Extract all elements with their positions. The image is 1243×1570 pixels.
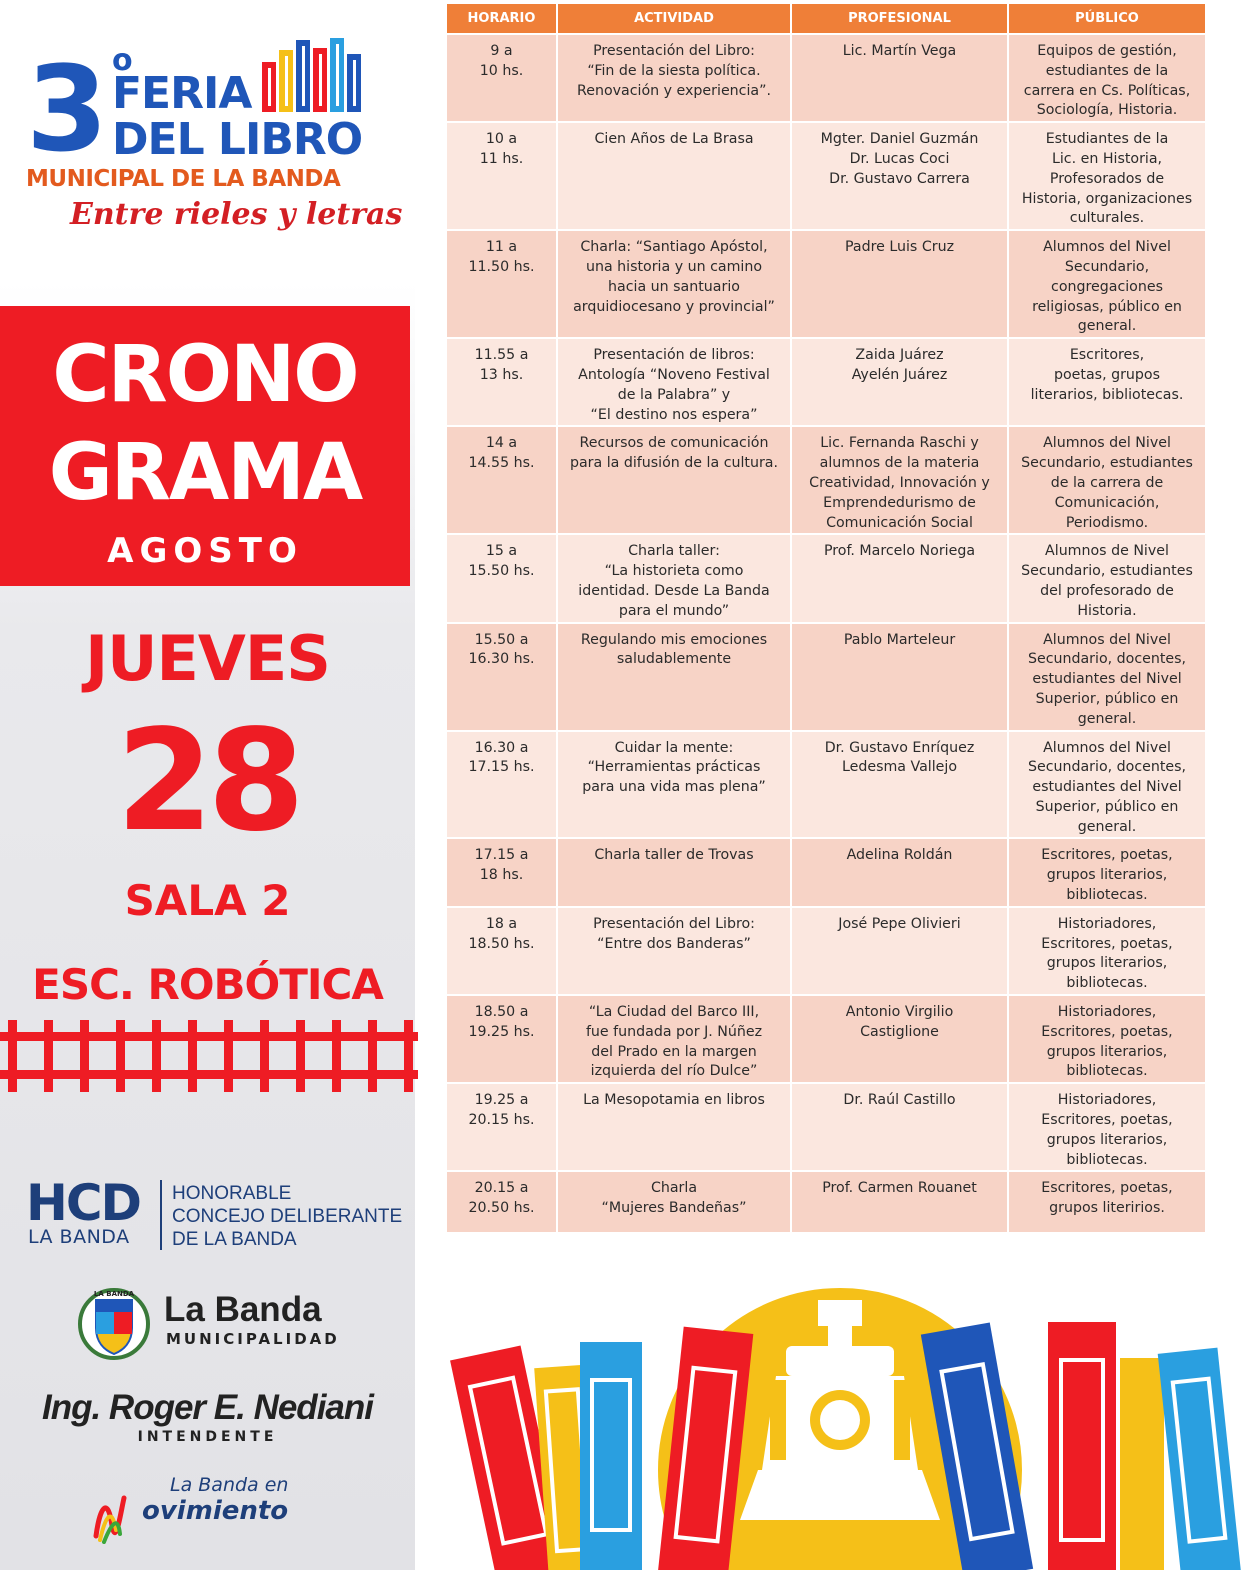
cell-actividad: Presentación del Libro: “Fin de la siesta política. Renovación y experiencia”. — [558, 33, 792, 121]
movimiento-icon — [90, 1486, 150, 1544]
header-publico: PÚBLICO — [1009, 4, 1205, 33]
cell-publico: Alumnos del Nivel Secundario, estudiantes de la carrera de Comunicación, Periodismo. — [1009, 425, 1205, 533]
hcd-sub: LA BANDA — [28, 1226, 130, 1248]
cell-actividad: Presentación del Libro: “Entre dos Banderas” — [558, 906, 792, 994]
cell-horario: 15.50 a 16.30 hs. — [447, 622, 558, 730]
cell-horario: 11 a 11.50 hs. — [447, 229, 558, 337]
cell-publico: Equipos de gestión, estudiantes de la carrera en Cs. Políticas, Sociología, Historia. — [1009, 33, 1205, 121]
cell-horario: 9 a 10 hs. — [447, 33, 558, 121]
schedule-table — [447, 4, 1205, 1232]
event-day: 28 — [116, 700, 299, 863]
municipalidad-logo — [78, 1284, 398, 1362]
cell-horario: 15 a 15.50 hs. — [447, 533, 558, 621]
cell-actividad: Charla “Mujeres Bandeñas” — [558, 1170, 792, 1232]
cell-profesional: Antonio Virgilio Castiglione — [792, 994, 1009, 1082]
cell-publico: Escritores, poetas, grupos literarios, bibliotecas. — [1009, 337, 1205, 425]
books-icon — [260, 34, 370, 114]
header-actividad: ACTIVIDAD — [558, 4, 792, 33]
cell-actividad: Recursos de comunicación para la difusión de la cultura. — [558, 425, 792, 533]
cell-publico: Escritores, poetas, grupos literarios, bibliotecas. — [1009, 837, 1205, 905]
muni-name: La Banda — [164, 1290, 322, 1329]
cell-actividad: “La Ciudad del Barco III, fue fundada por J. Núñez del Prado en la margen izquierda del río Dulce” — [558, 994, 792, 1082]
cell-profesional: Prof. Marcelo Noriega — [792, 533, 1009, 621]
table-row — [447, 994, 1205, 1082]
banner-month: AGOSTO — [107, 531, 303, 571]
table-header-row — [447, 4, 1205, 33]
cell-publico: Alumnos del Nivel Secundario, docentes, estudiantes del Nivel Superior, público en general. — [1009, 622, 1205, 730]
header-horario: HORARIO — [447, 4, 558, 33]
rails-icon — [0, 1020, 418, 1092]
event-room: SALA 2 — [124, 876, 291, 925]
cell-publico: Alumnos de Nivel Secundario, estudiantes del profesorado de Historia. — [1009, 533, 1205, 621]
cell-publico: Historiadores, Escritores, poetas, grupos literarios, bibliotecas. — [1009, 994, 1205, 1082]
banner-crono: CRONO — [52, 330, 358, 420]
cell-publico: Historiadores, Escritores, poetas, grupos literarios, bibliotecas. — [1009, 906, 1205, 994]
movimiento-logo — [90, 1474, 340, 1544]
table-row — [447, 1170, 1205, 1232]
cell-publico: Alumnos del Nivel Secundario, docentes, estudiantes del Nivel Superior, público en general. — [1009, 730, 1205, 838]
hcd-line3: DE LA BANDA — [172, 1229, 297, 1250]
table-row — [447, 533, 1205, 621]
table-row — [447, 622, 1205, 730]
hcd-logo — [26, 1174, 406, 1252]
cell-profesional: Zaida Juárez Ayelén Juárez — [792, 337, 1009, 425]
header-profesional: PROFESIONAL — [792, 4, 1009, 33]
cell-actividad: Cien Años de La Brasa — [558, 121, 792, 229]
cell-publico: Estudiantes de la Lic. en Historia, Profesorados de Historia, organizaciones culturales. — [1009, 121, 1205, 229]
event-place: ESC. ROBÓTICA — [32, 960, 383, 1009]
banner-grama: GRAMA — [48, 428, 362, 518]
cell-horario: 11.55 a 13 hs. — [447, 337, 558, 425]
table-row — [447, 425, 1205, 533]
cell-actividad: Cuidar la mente: “Herramientas prácticas para una vida mas plena” — [558, 730, 792, 838]
cell-publico: Escritores, poetas, grupos literirios. — [1009, 1170, 1205, 1232]
logo-feria: FERIA — [112, 68, 252, 119]
books-train-illustration — [440, 1270, 1243, 1570]
cell-profesional: Pablo Marteleur — [792, 622, 1009, 730]
cell-horario: 18.50 a 19.25 hs. — [447, 994, 558, 1082]
cell-profesional: Mgter. Daniel Guzmán Dr. Lucas Coci Dr. Gustavo Carrera — [792, 121, 1009, 229]
cell-profesional: José Pepe Olivieri — [792, 906, 1009, 994]
table-row — [447, 730, 1205, 838]
cell-actividad: Charla taller de Trovas — [558, 837, 792, 905]
table-row — [447, 33, 1205, 121]
mayor-name: Ing. Roger E. Nediani — [42, 1388, 373, 1427]
cell-horario: 10 a 11 hs. — [447, 121, 558, 229]
table-row — [447, 906, 1205, 994]
cell-actividad: Charla taller: “La historieta como identidad. Desde La Banda para el mundo” — [558, 533, 792, 621]
cell-profesional: Prof. Carmen Rouanet — [792, 1170, 1009, 1232]
cell-profesional: Padre Luis Cruz — [792, 229, 1009, 337]
cronograma-banner — [0, 306, 410, 586]
cell-profesional: Adelina Roldán — [792, 837, 1009, 905]
cell-horario: 16.30 a 17.15 hs. — [447, 730, 558, 838]
logo-tagline: Entre rieles y letras — [70, 197, 403, 232]
event-weekday: JUEVES — [85, 622, 330, 695]
cell-horario: 17.15 a 18 hs. — [447, 837, 558, 905]
hcd-line2: CONCEJO DELIBERANTE — [172, 1206, 403, 1227]
mayor-title: INTENDENTE — [137, 1429, 278, 1445]
muni-sub: MUNICIPALIDAD — [166, 1330, 340, 1348]
cell-profesional: Lic. Martín Vega — [792, 33, 1009, 121]
cell-actividad: Regulando mis emociones saludablemente — [558, 622, 792, 730]
cell-horario: 20.15 a 20.50 hs. — [447, 1170, 558, 1232]
cell-publico: Alumnos del Nivel Secundario, congregaciones religiosas, público en general. — [1009, 229, 1205, 337]
table-row — [447, 1082, 1205, 1170]
hcd-line1: HONORABLE — [172, 1183, 292, 1204]
cell-profesional: Dr. Gustavo Enríquez Ledesma Vallejo — [792, 730, 1009, 838]
slogan-line2: ovimiento — [142, 1496, 289, 1526]
logo-del-libro: DEL LIBRO — [112, 114, 363, 165]
cell-profesional: Dr. Raúl Castillo — [792, 1082, 1009, 1170]
cell-actividad: La Mesopotamia en libros — [558, 1082, 792, 1170]
table-row — [447, 121, 1205, 229]
cell-horario: 18 a 18.50 hs. — [447, 906, 558, 994]
cell-publico: Historiadores, Escritores, poetas, grupos literarios, bibliotecas. — [1009, 1082, 1205, 1170]
cell-actividad: Presentación de libros: Antología “Noveno Festival de la Palabra” y “El destino nos espera” — [558, 337, 792, 425]
table-row — [447, 837, 1205, 905]
shield-icon — [78, 1284, 150, 1360]
edition-number: 3 — [26, 40, 105, 178]
edition-ordinal: o — [112, 43, 133, 78]
hcd-divider — [160, 1180, 162, 1250]
logo-municipal: MUNICIPAL DE LA BANDA — [26, 166, 341, 192]
cell-horario: 19.25 a 20.15 hs. — [447, 1082, 558, 1170]
fair-logo — [22, 28, 412, 258]
table-row — [447, 229, 1205, 337]
cell-horario: 14 a 14.55 hs. — [447, 425, 558, 533]
cell-profesional: Lic. Fernanda Raschi y alumnos de la materia Creatividad, Innovación y Emprendedurismo de Comunicación Social — [792, 425, 1009, 533]
cell-actividad: Charla: “Santiago Apóstol, una historia y un camino hacia un santuario arquidiocesano y provincial” — [558, 229, 792, 337]
svg-text:LA BANDA: LA BANDA — [93, 1290, 135, 1298]
table-row — [447, 337, 1205, 425]
hcd-abbr: HCD — [26, 1174, 141, 1232]
left-panel — [0, 0, 415, 1570]
slogan-line1: La Banda en — [170, 1474, 289, 1496]
